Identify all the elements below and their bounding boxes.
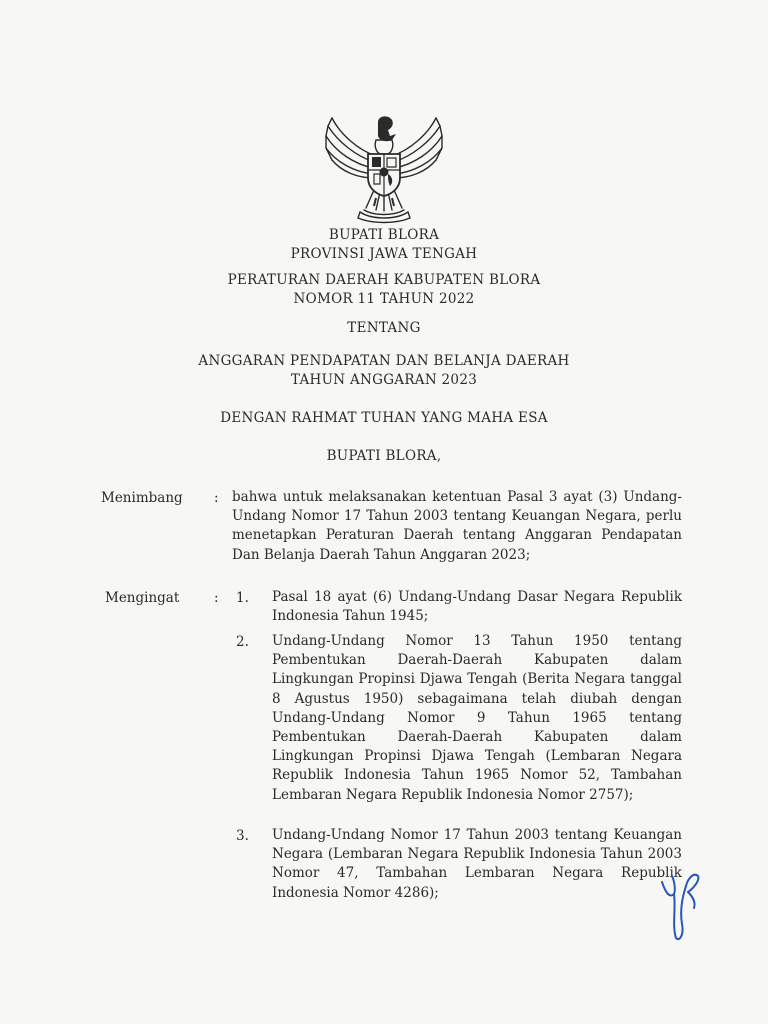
regulation-subject-line-2: TAHUN ANGGARAN 2023 [290, 372, 478, 388]
regulation-title: PERATURAN DAERAH KABUPATEN BLORA [227, 272, 541, 288]
garuda-emblem-icon [318, 112, 450, 224]
mengingat-item-1-number: 1. [236, 590, 249, 606]
mengingat-label: Mengingat [105, 590, 180, 606]
menimbang-text: bahwa untuk melaksanakan ketentuan Pasal 3 ayat (3) Undang-Undang Nomor 17 Tahun 2003 tentang Keuangan Negara, perlu menetapkan Peraturan Daerah tentang Anggaran Pendapatan Dan Belanja Daerah Tahun Anggaran 2023; [232, 489, 682, 563]
mengingat-item-3-number: 3. [236, 828, 249, 844]
regulation-subject-line-1: ANGGARAN PENDAPATAN DAN BELANJA DAERAH [198, 353, 570, 369]
authority-line: BUPATI BLORA, [326, 448, 442, 464]
regulation-number: NOMOR 11 TAHUN 2022 [293, 291, 475, 307]
mengingat-item-2-text: Undang-Undang Nomor 13 Tahun 1950 tentang Pembentukan Daerah-Daerah Kabupaten dalam Lingkungan Propinsi Djawa Tengah (Berita Negara tanggal 8 Agustus 1950) sebagaimana telah diubah dengan Undang-Undang Nomor 9 Tahun 1965 tentang Pembentukan Daerah-Daerah Kabupaten dalam Lingkungan Propinsi Djawa Tengah (Lembaran Negara Republik Indonesia Tahun 1965 Nomor 52, Tambahan Lembaran Negara Republik Indonesia Nomor 2757); [272, 633, 682, 803]
issuer-title: BUPATI BLORA [328, 227, 440, 243]
mengingat-colon: : [214, 590, 219, 606]
mengingat-item-1-text: Pasal 18 ayat (6) Undang-Undang Dasar Negara Republik Indonesia Tahun 1945; [272, 589, 682, 625]
issuer-province: PROVINSI JAWA TENGAH [290, 246, 478, 262]
menimbang-colon: : [214, 490, 219, 506]
menimbang-label: Menimbang [101, 490, 183, 506]
blessing-line: DENGAN RAHMAT TUHAN YANG MAHA ESA [220, 410, 548, 426]
mengingat-item-2-number: 2. [236, 634, 249, 650]
mengingat-item-3-text: Undang-Undang Nomor 17 Tahun 2003 tentang Keuangan Negara (Lembaran Negara Republik Indonesia Tahun 2003 Nomor 47, Tambahan Lembaran Negara Republik Indonesia Nomor 4286); [272, 827, 682, 901]
paraf-signature-icon [656, 868, 704, 944]
regulation-about: TENTANG [347, 320, 421, 336]
